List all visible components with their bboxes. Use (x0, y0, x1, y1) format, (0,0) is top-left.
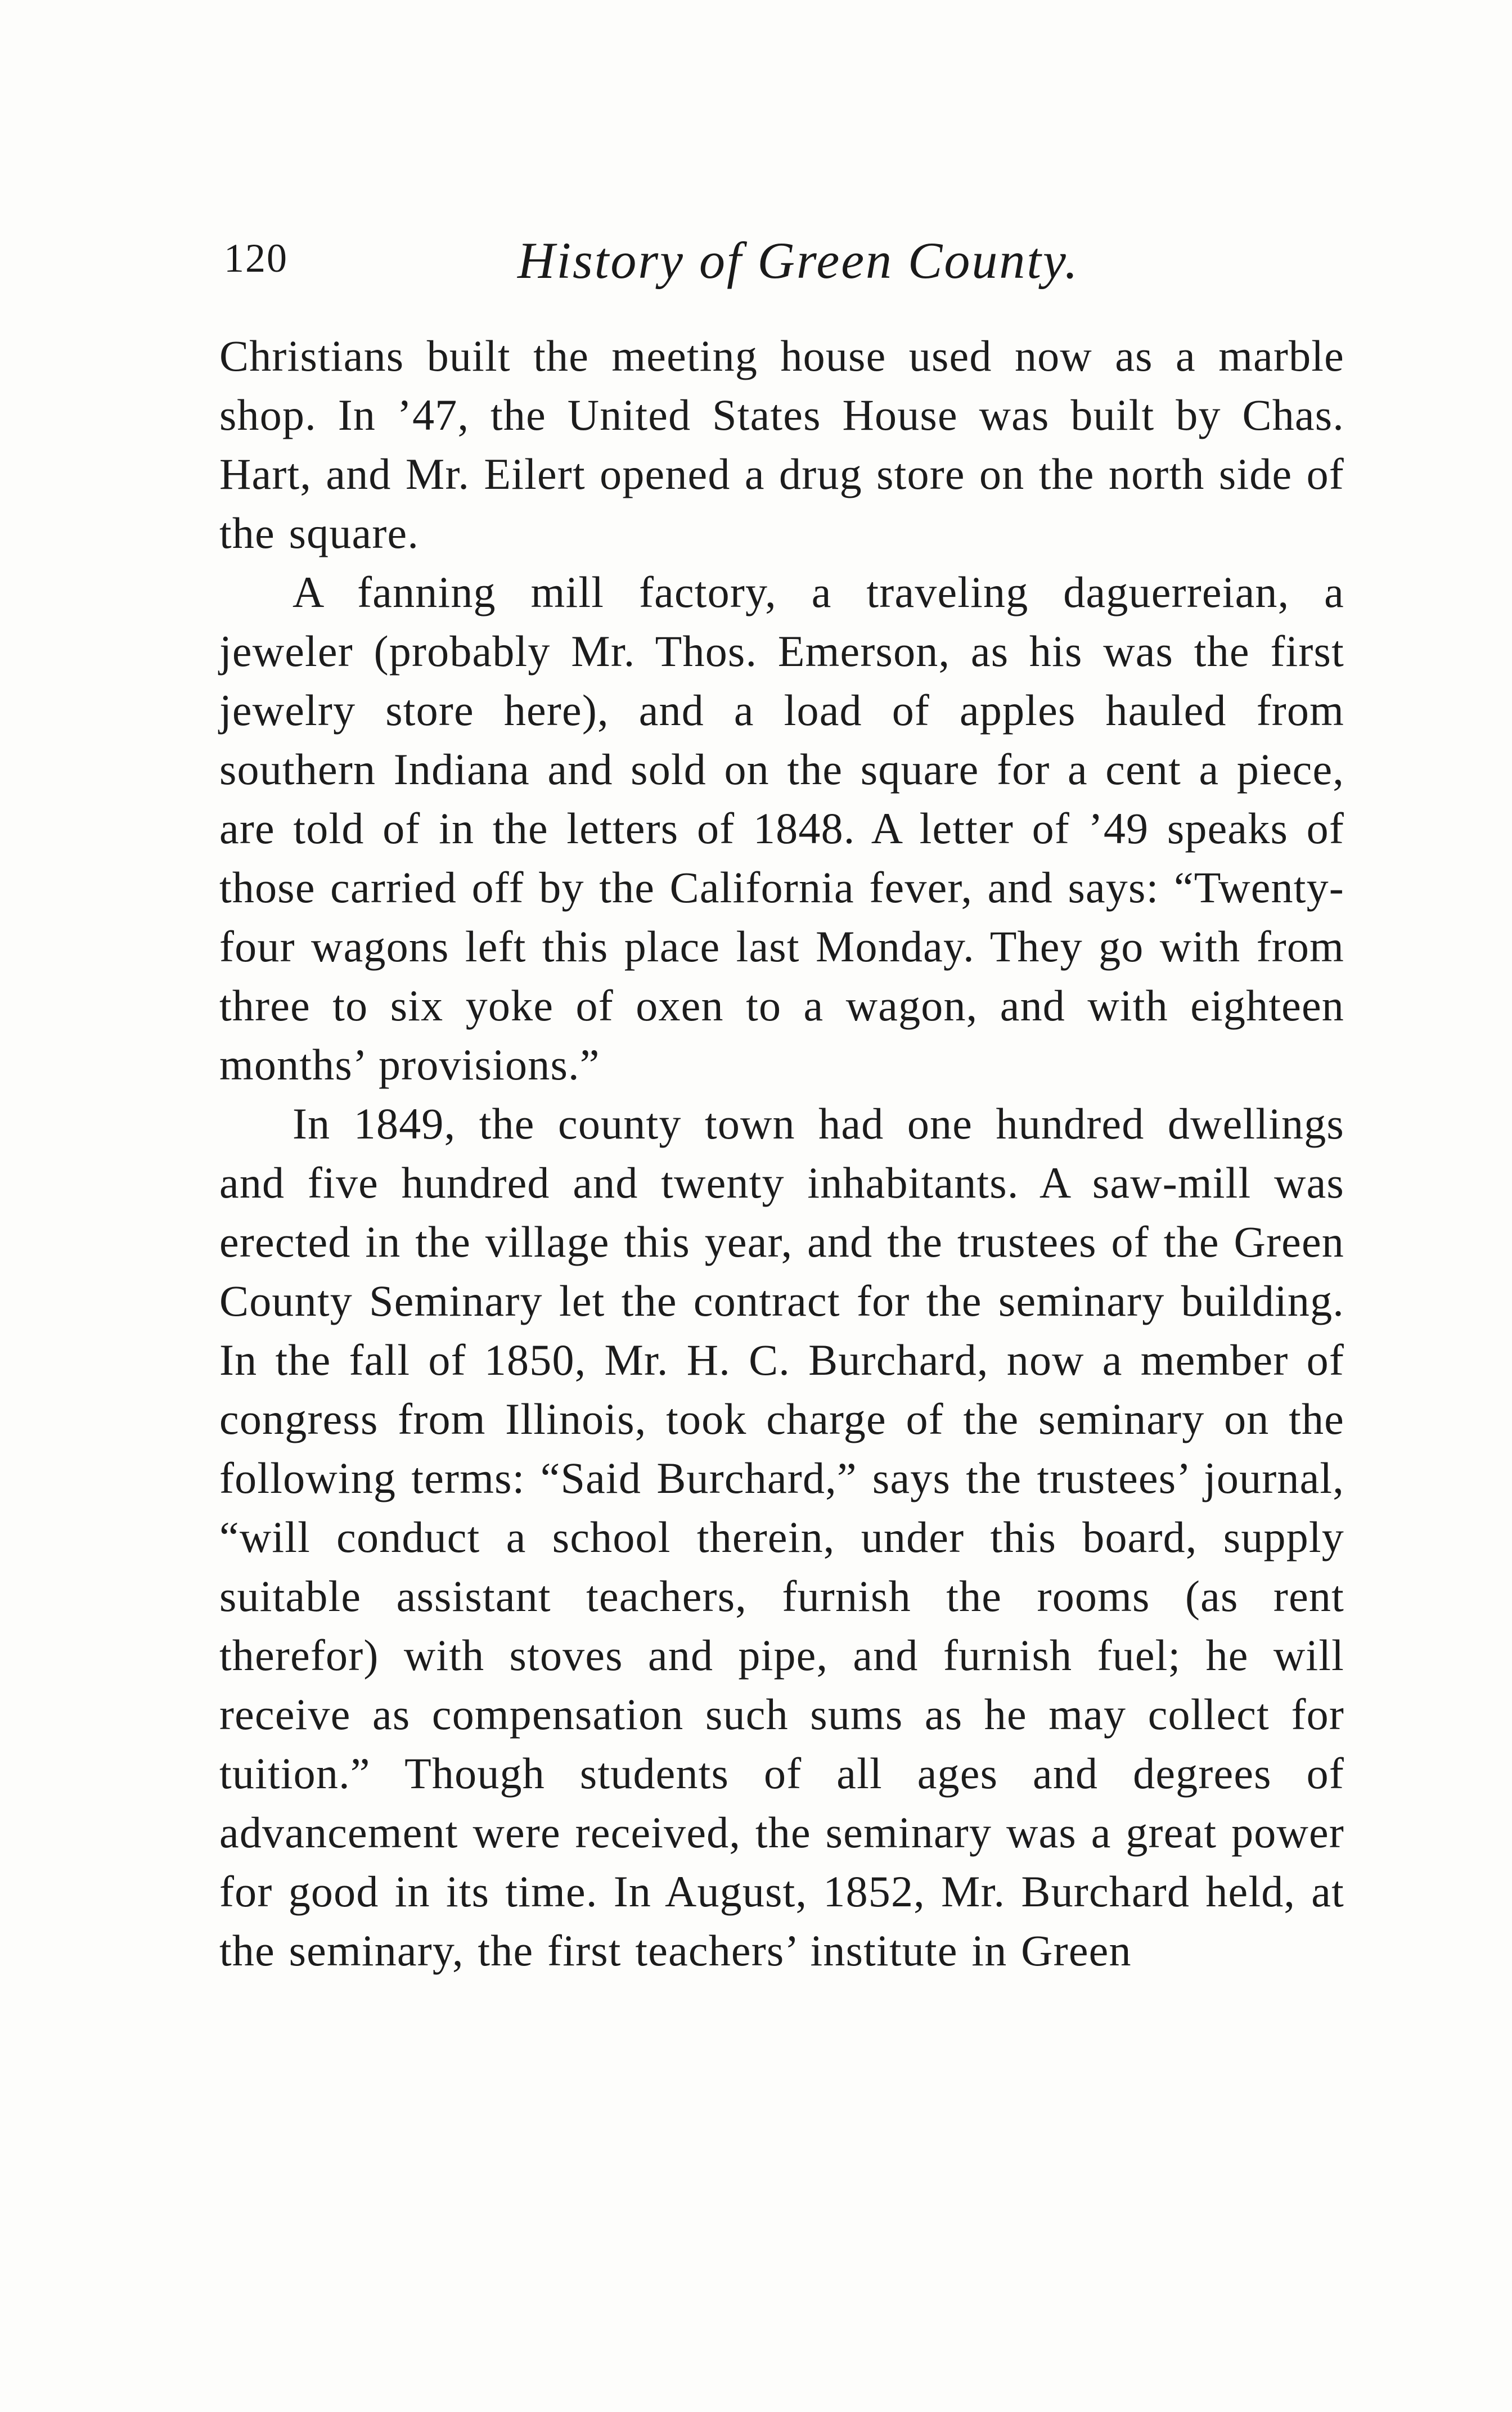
paragraph-1: Christians built the meeting house used now as a marble shop. In ’47, the United States House was built by Chas. Hart, and Mr. Eilert opened a drug store on the north side of the square. (219, 331, 1344, 557)
page-header (219, 231, 1350, 298)
paragraph-2: A fanning mill factory, a traveling daguerreian, a jeweler (probably Mr. Thos. Emerson, as his was the first jewelry store here), and a load of apples hauled from southern Indiana and sold on the square for a cent a piece, are told of in the letters of 1848. A letter of ’49 speaks of those carried off by the California fever, and says: “Twenty-four wagons left this place last Monday. They go with from three to six yoke of oxen to a wagon, and with eighteen months’ provisions.” (219, 568, 1344, 1089)
paragraph-3: In 1849, the county town had one hundred dwellings and five hundred and twenty inhabitants. A saw-mill was erected in the village this year, and the trustees of the Green County Seminary let the contract for the seminary building. In the fall of 1850, Mr. H. C. Burchard, now a member of congress from Illinois, took charge of the seminary on the following terms: “Said Burchard,” says the trustees’ journal, “will conduct a school therein, under this board, supply suitable assistant teachers, furnish the rooms (as rent therefor) with stoves and pipe, and furnish fuel; he will receive as compensation such sums as he may collect for tuition.” Though students of all ages and degrees of advancement were received, the seminary was a great power for good in its time. In August, 1852, Mr. Burchard held, at the seminary, the first teachers’ institute in Green (219, 1099, 1344, 1975)
page-number: 120 (224, 236, 288, 281)
running-title: History of Green County. (518, 232, 1079, 289)
body-text (219, 326, 1344, 1980)
